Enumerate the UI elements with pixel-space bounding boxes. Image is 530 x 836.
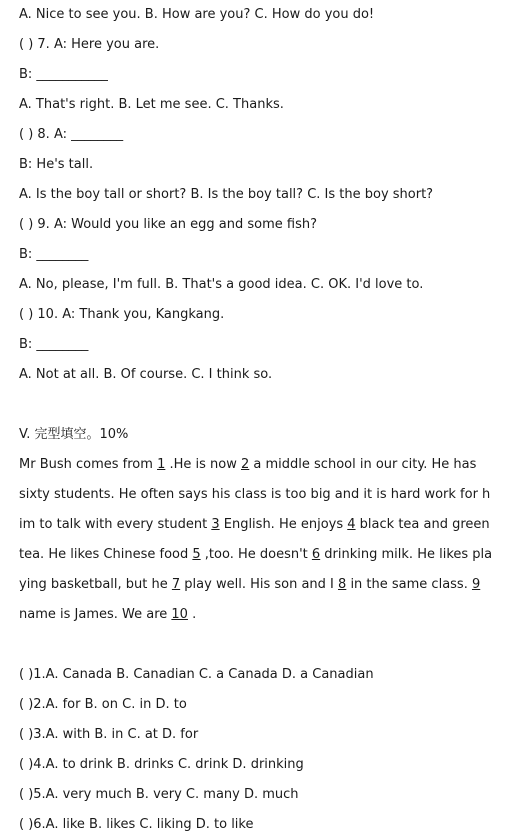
passage-text: .He is now	[165, 457, 241, 472]
passage-text: ying basketball, but he	[19, 577, 172, 592]
passage-text: a middle school in our city. He has	[249, 457, 477, 472]
passage-text: black tea and green	[355, 517, 490, 532]
cloze-item-6: ( )6.A. like B. likes C. liking D. to like	[19, 817, 254, 832]
passage-text: in the same class.	[346, 577, 472, 592]
q9-answer-blank: B: ________	[19, 247, 89, 262]
section-heading	[19, 426, 524, 444]
section-title: 完型填空。	[34, 427, 100, 442]
section-prefix: V.	[19, 427, 35, 442]
blank-8: 8	[338, 577, 347, 592]
q10-prompt: ( ) 10. A: Thank you, Kangkang.	[19, 307, 225, 322]
blank-5: 5	[192, 547, 201, 562]
passage-line-2: sixty students. He often says his class is too big and it is hard work for h	[19, 487, 491, 502]
passage-text: play well. His son and I	[180, 577, 339, 592]
passage-line-4	[19, 546, 524, 564]
passage-line-3	[19, 516, 524, 534]
q9-options: A. No, please, I'm full. B. That's a good idea. C. OK. I'd love to.	[19, 277, 424, 292]
cloze-item-1: ( )1.A. Canada B. Canadian C. a Canada D. a Canadian	[19, 667, 374, 682]
cloze-item-5: ( )5.A. very much B. very C. many D. much	[19, 787, 299, 802]
blank-3: 3	[211, 517, 220, 532]
q7-options: A. That's right. B. Let me see. C. Thanks.	[19, 97, 284, 112]
passage-line-1	[19, 456, 524, 474]
q9-prompt: ( ) 9. A: Would you like an egg and some fish?	[19, 217, 318, 232]
passage-text: im to talk with every student	[19, 517, 212, 532]
blank-2: 2	[241, 457, 250, 472]
passage-text: drinking milk. He likes pla	[320, 547, 493, 562]
cloze-item-3: ( )3.A. with B. in C. at D. for	[19, 727, 199, 742]
q7-prompt: ( ) 7. A: Here you are.	[19, 37, 160, 52]
cloze-item-2: ( )2.A. for B. on C. in D. to	[19, 697, 187, 712]
q10-answer-blank: B: ________	[19, 337, 89, 352]
q10-options: A. Not at all. B. Of course. C. I think so.	[19, 367, 273, 382]
passage-text: tea. He likes Chinese food	[19, 547, 193, 562]
q8-options: A. Is the boy tall or short? B. Is the boy tall? C. Is the boy short?	[19, 187, 434, 202]
blank-4: 4	[347, 517, 356, 532]
passage-text: Mr Bush comes from	[19, 457, 158, 472]
passage-text: English. He enjoys	[219, 517, 348, 532]
q8-answer: B: He's tall.	[19, 157, 94, 172]
q6-options: A. Nice to see you. B. How are you? C. How do you do!	[19, 7, 375, 22]
passage-line-5	[19, 576, 524, 594]
q7-answer-blank: B: ___________	[19, 67, 108, 82]
blank-7: 7	[171, 577, 181, 592]
blank-6: 6	[311, 547, 321, 562]
blank-1: 1	[157, 457, 166, 472]
q8-prompt: ( ) 8. A: ________	[19, 127, 124, 142]
passage-text: name is James. We are	[19, 607, 172, 622]
passage-line-6	[19, 606, 524, 624]
section-score: 10%	[99, 427, 129, 442]
passage-text: .	[187, 607, 197, 622]
cloze-item-4: ( )4.A. to drink B. drinks C. drink D. drinking	[19, 757, 304, 772]
passage-text: ,too. He doesn't	[200, 547, 312, 562]
blank-10: 10	[171, 607, 188, 622]
blank-9: 9	[471, 577, 481, 592]
